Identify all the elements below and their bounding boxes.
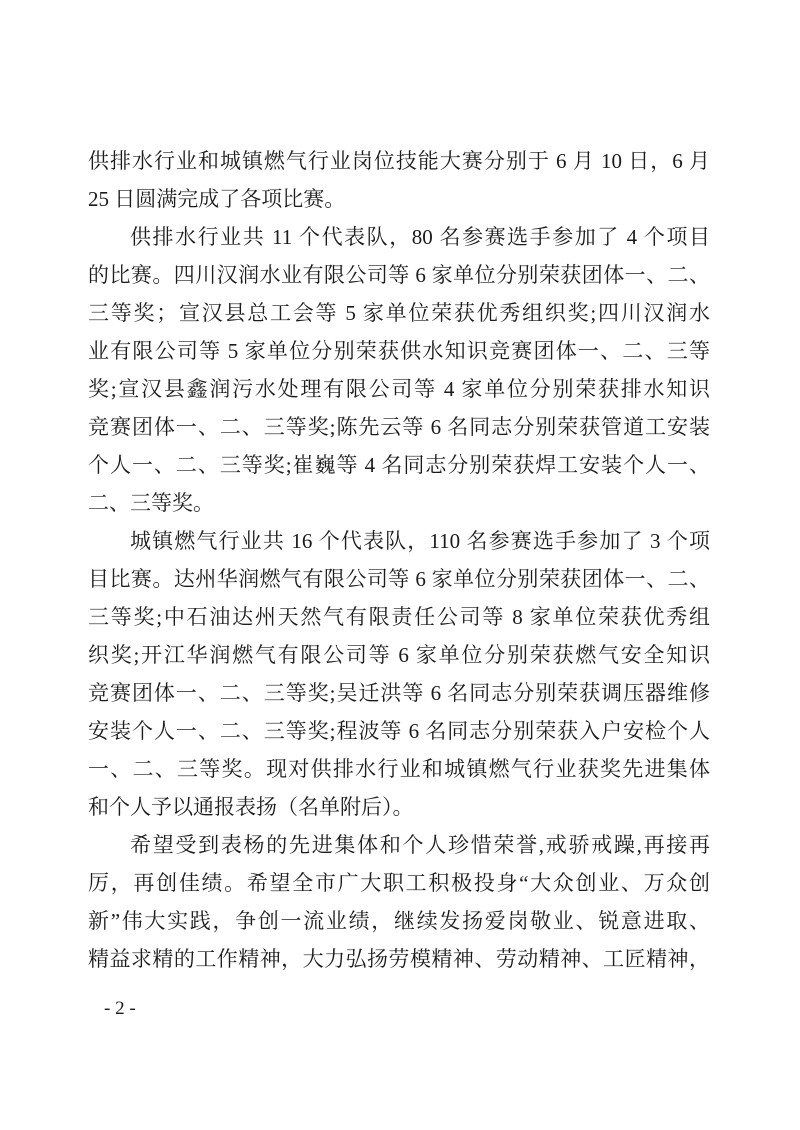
text-line: 织奖;开江华润燃气有限公司等 6 家单位分别荣获燃气安全知识	[88, 643, 710, 667]
page-number: - 2 -	[104, 998, 136, 1019]
text-line: 二、三等奖。	[88, 491, 214, 515]
text-line: 个人一、二、三等奖;崔巍等 4 名同志分别荣获焊工安装个人一、	[88, 453, 710, 477]
text-line: 希望受到表杨的先进集体和个人珍惜荣誉,戒骄戒躁,再接再	[130, 833, 710, 857]
text-line: 和个人予以通报表扬（名单附后）。	[88, 795, 414, 819]
text-line: 业有限公司等 5 家单位分别荣获供水知识竞赛团体一、二、三等	[88, 339, 710, 363]
text-line: 精益求精的工作精神，大力弘扬劳模精神、劳动精神、工匠精神，	[88, 947, 710, 971]
text-line: 的比赛。四川汉润水业有限公司等 6 家单位分别荣获团体一、二、	[88, 263, 710, 287]
text-line: 竞赛团体一、二、三等奖;吴迁洪等 6 名同志分别荣获调压器维修	[88, 681, 710, 705]
text-line: 目比赛。达州华润燃气有限公司等 6 家单位分别荣获团体一、二、	[88, 567, 710, 591]
text-line: 供排水行业和城镇燃气行业岗位技能大赛分别于 6 月 10 日，6 月	[88, 149, 710, 173]
text-line: 安装个人一、二、三等奖;程波等 6 名同志分别荣获入户安检个人	[88, 719, 710, 743]
text-line: 供排水行业共 11 个代表队，80 名参赛选手参加了 4 个项目	[130, 225, 710, 249]
text-line: 三等奖；宣汉县总工会等 5 家单位荣获优秀组织奖;四川汉润水	[88, 301, 710, 325]
text-line: 竞赛团体一、二、三等奖;陈先云等 6 名同志分别荣获管道工安装	[88, 415, 710, 439]
text-line: 新”伟大实践，争创一流业绩，继续发扬爱岗敬业、锐意进取、	[88, 909, 710, 933]
text-line: 奖;宣汉县鑫润污水处理有限公司等 4 家单位分别荣获排水知识	[88, 377, 710, 401]
text-line: 厉，再创佳绩。希望全市广大职工积极投身“大众创业、万众创	[88, 871, 710, 895]
text-line: 一、二、三等奖。现对供排水行业和城镇燃气行业获奖先进集体	[88, 757, 710, 781]
document-body	[88, 142, 710, 978]
text-line: 三等奖;中石油达州天然气有限责任公司等 8 家单位荣获优秀组	[88, 605, 710, 629]
text-line: 25 日圆满完成了各项比赛。	[88, 187, 346, 211]
text-line: 城镇燃气行业共 16 个代表队，110 名参赛选手参加了 3 个项	[130, 529, 710, 553]
